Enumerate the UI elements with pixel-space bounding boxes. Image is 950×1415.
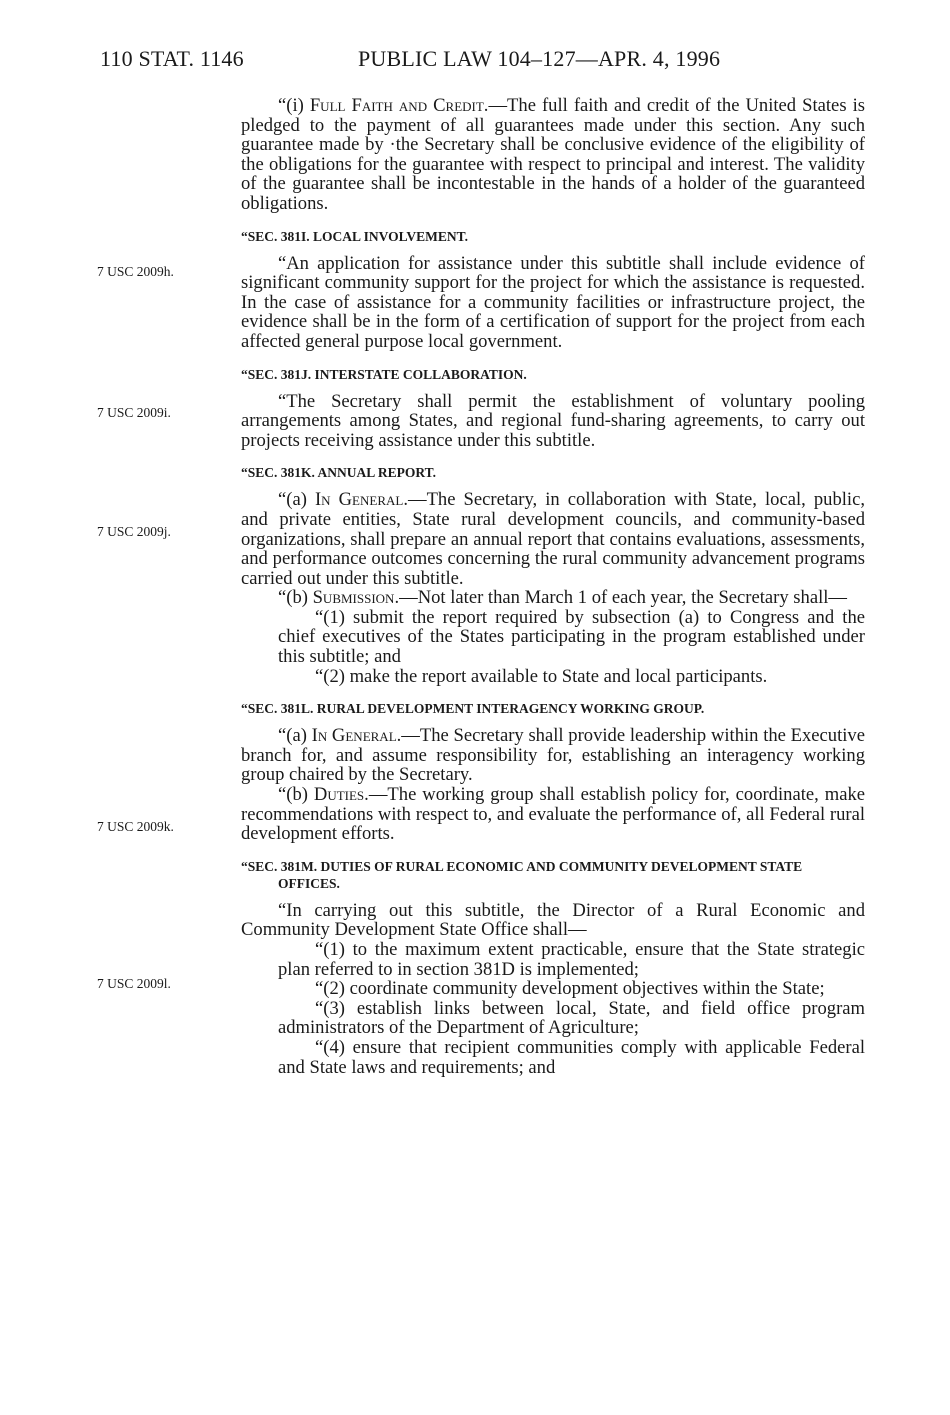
sec-381j-heading: “SEC. 381J. INTERSTATE COLLABORATION.	[241, 366, 527, 382]
margin-note-2009k: 7 USC 2009k.	[97, 819, 174, 834]
page-header	[100, 46, 860, 80]
sec-381m-item-3: “(3) establish links between local, State, and field office program administrators of the Department of Agriculture;	[278, 997, 865, 1039]
margin-note-2009h: 7 USC 2009h.	[97, 264, 174, 279]
sec-381l-heading: “SEC. 381L. RURAL DEVELOPMENT INTERAGENCY WORKING GROUP.	[241, 701, 705, 717]
margin-note-2009i: 7 USC 2009i.	[97, 405, 171, 420]
sec-381k-subsection-a: “(a) In General.—The Secretary, in collaboration with State, local, public, and private entities, State rural development councils, and community-based organizations, shall prepare an annual report that contains evaluations, assessments, and performance outcomes concerning the rural community advancement programs carried out under this subtitle.	[241, 489, 865, 589]
margin-note-2009l: 7 USC 2009l.	[97, 976, 171, 991]
sec-381l-subsection-a: “(a) In General.—The Secretary shall provide leadership within the Executive branch for, and assume responsibility for, establishing an interagency working group chaired by the Secretary.	[241, 725, 865, 786]
sec-381k-item-2: “(2) make the report available to State and local participants.	[315, 665, 768, 687]
sec-381j-text: “The Secretary shall permit the establishment of voluntary pooling arrangements among States, and regional fund-sharing agreements, to carry out projects receiving assistance under this subtitle.	[241, 390, 865, 451]
sec-381i-text: “An application for assistance under this subtitle shall include evidence of significant community support for the project for which the assistance is requested. In the case of assistance for a community facilities or infrastructure project, the evidence shall be in the form of a certification of support for the project from each affected general purpose local government.	[241, 252, 865, 352]
page-body	[241, 96, 865, 1077]
sec-381m-text: “In carrying out this subtitle, the Director of a Rural Economic and Community Development State Office shall—	[241, 899, 865, 941]
sec-381m-item-2: “(2) coordinate community development objectives within the State;	[315, 978, 825, 1000]
statute-page-number: 110 STAT. 1146	[100, 46, 244, 71]
sec-381k-heading: “SEC. 381K. ANNUAL REPORT.	[241, 465, 437, 481]
full-faith-credit-paragraph: “(i) Full Faith and Credit.—The full faith and credit of the United States is pledged to the payment of all guarantees made under this section. Any such guarantee made by ·the Secretary shall be conclusive evidence of the eligibility of the obligations for the guarantee with respect to principal and interest. The validity of the guarantee shall be incontestable in the hands of a holder of the guaranteed obligations.	[241, 95, 865, 214]
sec-381m-item-1: “(1) to the maximum extent practicable, ensure that the State strategic plan referred to in section 381D is implemented;	[278, 939, 865, 980]
sec-381m-item-4: “(4) ensure that recipient communities comply with applicable Federal and State laws and requirements; and	[278, 1036, 865, 1078]
sec-381i-heading: “SEC. 381I. LOCAL INVOLVEMENT.	[241, 228, 469, 244]
sec-381m-heading: “SEC. 381M. DUTIES OF RURAL ECONOMIC AND COMMUNITY DEVELOPMENT STATE OFFICES.	[241, 858, 803, 891]
public-law-citation: PUBLIC LAW 104–127—APR. 4, 1996	[358, 46, 721, 71]
margin-note-2009j: 7 USC 2009j.	[97, 524, 171, 539]
sec-381k-subsection-b: “(b) Submission.—Not later than March 1 of each year, the Secretary shall—	[278, 587, 848, 609]
sec-381l-subsection-b: “(b) Duties.—The working group shall establish policy for, coordinate, make recommendations with respect to, and evaluate the performance of, all Federal rural development efforts.	[241, 784, 865, 845]
sec-381k-item-1: “(1) submit the report required by subsection (a) to Congress and the chief executives of the States participating in the program established under this subtitle; and	[278, 606, 865, 668]
full-faith-credit-heading: Full Faith and Credit	[309, 95, 484, 116]
